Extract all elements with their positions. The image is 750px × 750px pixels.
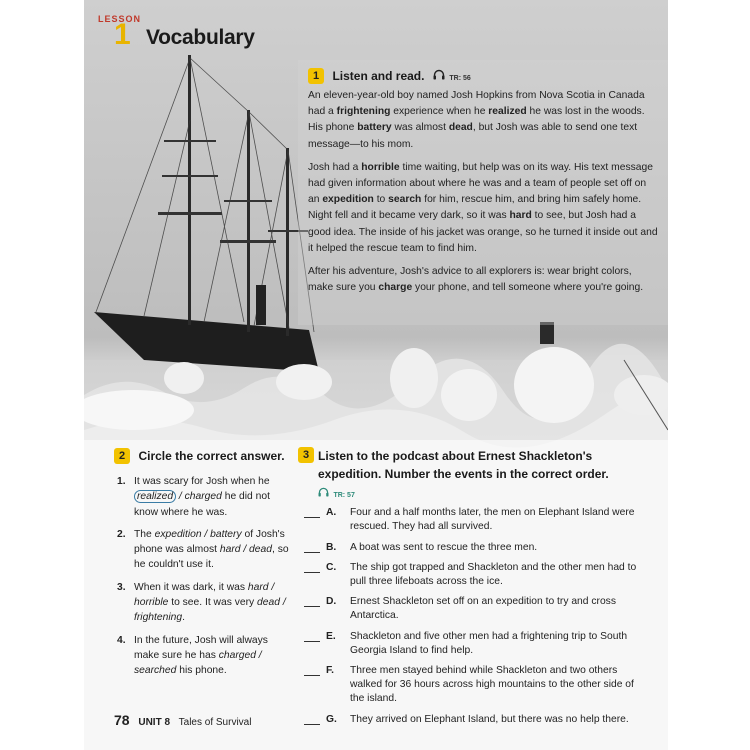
exercise-3 [298, 447, 638, 733]
answer-blank[interactable] [304, 641, 320, 642]
page-title: Vocabulary [146, 26, 255, 49]
textbook-page [84, 0, 668, 750]
lesson-number: 1 [114, 18, 131, 51]
section-2-title: Circle the correct answer. [138, 449, 285, 463]
answer-choice[interactable]: dead / frightening [134, 597, 286, 624]
headphones-icon[interactable] [318, 484, 329, 502]
vocab-word: frightening [336, 106, 391, 118]
exercise-2 [114, 447, 294, 686]
section-2-number: 2 [114, 448, 130, 464]
answer-blank[interactable] [304, 606, 320, 607]
answer-choice[interactable]: / charged [176, 491, 222, 503]
track-row [298, 484, 638, 502]
answer-choice[interactable]: hard / horrible [134, 581, 275, 609]
event-item: A. Four and a half months later, the men on Elephant Island were rescued. They had all survived. [298, 506, 638, 534]
answer-blank[interactable] [304, 572, 320, 573]
exercise-2-item: 4. In the future, Josh will always make sure he has charged / searched his phone. [117, 634, 268, 677]
vocab-word: charge [378, 282, 413, 294]
paragraph-1: An eleven-year-old boy named Josh Hopkins from Nova Scotia in Canada had a frightening experience when he realized he was lost in the woods. His phone battery was almost dead, but Josh was able to send one text message—to his mom. [308, 90, 645, 150]
exercise-2-item: 1. It was scary for Josh when he realized / charged he did not know where he was. [117, 476, 270, 518]
vocab-word: battery [357, 122, 392, 134]
answer-blank[interactable] [304, 724, 320, 725]
event-item: B. A boat was sent to rescue the three men. [298, 541, 638, 555]
track-label: TR: 56 [449, 75, 471, 83]
answer-blank[interactable] [304, 552, 320, 553]
section-1-number: 1 [308, 68, 324, 84]
lesson-label: LESSON [98, 14, 142, 24]
event-item: E. Shackleton and five other men had a frightening trip to South Georgia Island to find help. [298, 630, 638, 658]
paragraph-2: Josh had a horrible time waiting, but help was on its way. His text message had given information about where he was and a team of people set off on an expedition to search for him, rescue him, and bring him safely home. Night fell and it became very dark, so it was hard to see, but Josh had a good idea. The inside of his jacket was orange, so he turned it inside out and it helped the rescue team to find him. [308, 161, 658, 254]
answer-choice[interactable]: charged / searched [134, 649, 262, 677]
headphones-icon[interactable] [433, 67, 445, 85]
section-3-title: Listen to the podcast about Ernest Shackleton's expedition. Number the events in the correct order. [318, 449, 609, 481]
exercise-2-list [114, 474, 294, 679]
event-item: G. They arrived on Elephant Island, but there was no help there. [298, 713, 638, 727]
unit-label: UNIT 8 [138, 717, 171, 728]
unit-title: Tales of Survival [178, 717, 252, 728]
page-footer [114, 712, 251, 728]
section-1-header [308, 67, 471, 85]
track-label: TR: 57 [333, 492, 355, 500]
event-item: F. Three men stayed behind while Shackleton and two others walked for 36 hours across high mountains to the other side of the island. [298, 664, 638, 707]
reading-passage [308, 88, 658, 303]
section-3-number: 3 [298, 447, 314, 463]
vocab-word: dead [448, 122, 473, 134]
exercise-2-item: 3. When it was dark, it was hard / horrible to see. It was very dead / frightening. [117, 581, 286, 624]
circled-answer[interactable]: realized [134, 490, 176, 503]
page-number: 78 [114, 712, 130, 728]
answer-blank[interactable] [304, 517, 320, 518]
answer-choice[interactable]: expedition / battery [154, 528, 242, 540]
answer-blank[interactable] [304, 675, 320, 676]
section-1-title: Listen and read. [332, 69, 425, 84]
vocab-word: expedition [322, 194, 374, 206]
vocab-word: hard [509, 210, 532, 222]
event-list [298, 506, 638, 727]
exercise-2-item: 2. The expedition / battery of Josh's phone was almost hard / dead, so he couldn't use it. [117, 528, 289, 571]
vocab-word: horrible [361, 161, 400, 173]
vocab-word: realized [488, 106, 527, 118]
vocab-word: search [388, 194, 422, 206]
event-item: C. The ship got trapped and Shackleton and the other men had to pull three lifeboats across the ice. [298, 561, 638, 589]
section-2-header [114, 447, 294, 465]
section-3-header [298, 447, 638, 483]
event-item: D. Ernest Shackleton set off on an expedition to try and cross Antarctica. [298, 595, 638, 623]
answer-choice[interactable]: hard / dead [219, 544, 272, 556]
paragraph-3: After his adventure, Josh's advice to all explorers is: wear bright colors, make sure you charge your phone, and tell someone where you're going. [308, 266, 644, 294]
